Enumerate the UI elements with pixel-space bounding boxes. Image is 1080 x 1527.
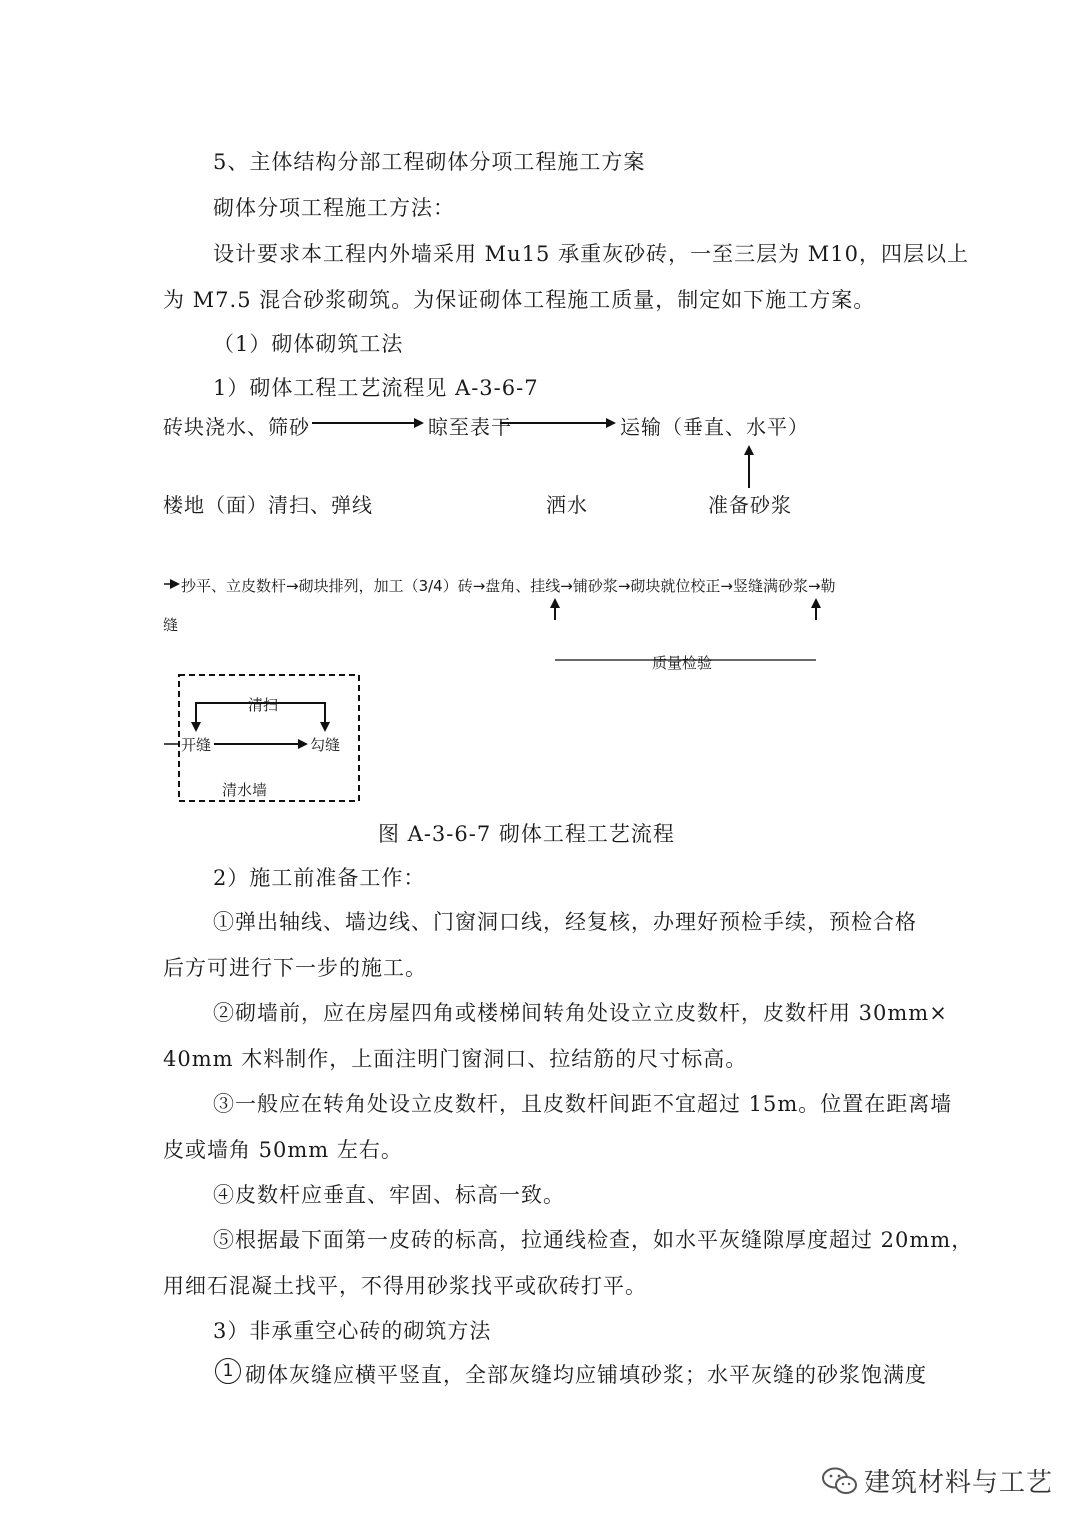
fair-faced-wall-box: [179, 675, 359, 801]
box-sweep-label: 清扫: [248, 696, 279, 714]
box-point-joint: 勾缝: [310, 736, 341, 754]
flow-row-3-cont: 缝: [163, 616, 179, 634]
sweep-loop: [196, 703, 325, 722]
subheading: 砌体分项工程施工方法：: [213, 196, 455, 220]
flow-step-dry: 晾至表干: [428, 415, 512, 439]
prep-1-line-2: 后方可进行下一步的施工。: [163, 956, 427, 980]
flow-step-water-sieve: 砖块浇水、筛砂: [163, 415, 310, 439]
prep-3-line-2: 皮或墙角 50mm 左右。: [163, 1138, 403, 1162]
prep-3-line-1: ③一般应在转角处设立皮数杆，且皮数杆间距不宜超过 15m。位置在距离墙: [213, 1092, 953, 1116]
prep-4: ④皮数杆应垂直、牢固、标高一致。: [213, 1183, 565, 1207]
flow-step-transport: 运输（垂直、水平）: [620, 415, 809, 439]
prep-1-line-1: ①弹出轴线、墙边线、门窗洞口线，经复核，办理好预检手续，预检合格: [213, 910, 917, 934]
prep-2-line-1: ②砌墙前，应在房屋四角或楼梯间转角处设立立皮数杆，皮数杆用 30mm×: [213, 1001, 948, 1025]
box-fair-faced-wall: 清水墙: [222, 781, 268, 799]
flow-step-clean-line: 楼地（面）清扫、弹线: [163, 493, 373, 517]
intro-line-1: 设计要求本工程内外墙采用 Mu15 承重灰砂砖，一至三层为 M10，四层以上: [213, 242, 969, 266]
quality-check-label: 质量检验: [652, 654, 713, 672]
box-open-joint: 开缝: [181, 736, 212, 754]
watermark-text: 建筑材料与工艺: [864, 1468, 1054, 1498]
prep-5-line-1: ⑤根据最下面第一皮砖的标高，拉通线检查，如水平灰缝隙厚度超过 20mm，: [213, 1228, 974, 1252]
prep-5-line-2: 用细石混凝土找平，不得用砂浆找平或砍砖打平。: [163, 1274, 647, 1298]
item-3-title: 3）非承重空心砖的砌筑方法: [213, 1319, 492, 1343]
flow-step-mortar: 准备砂浆: [708, 493, 792, 517]
intro-line-2: 为 M7.5 混合砂浆砌筑。为保证砌体工程施工质量，制定如下施工方案。: [163, 288, 876, 312]
hollow-1-line-1: 砌体灰缝应横平竖直，全部灰缝均应铺填砂浆；水平灰缝的砂浆饱满度: [245, 1363, 927, 1387]
prep-2-line-2: 40mm 木料制作，上面注明门窗洞口、拉结筋的尺寸标高。: [163, 1047, 748, 1071]
wechat-icon: [820, 1466, 860, 1496]
flow-row-3: 抄平、立皮数杆→砌块排列，加工（3/4）砖→盘角、挂线→铺砂浆→砌块就位校正→竖缝满砂浆→勒: [181, 577, 836, 595]
section-1-title: （1）砌体砌筑工法: [213, 332, 404, 356]
section-heading: 5、主体结构分部工程砌体分项工程施工方案: [213, 150, 646, 174]
figure-caption: 图 A-3-6-7 砌体工程工艺流程: [378, 822, 675, 846]
circled-number-1: 1: [215, 1358, 241, 1384]
item-2-title: 2）施工前准备工作：: [213, 866, 426, 890]
flow-step-sprinkle: 洒水: [546, 493, 588, 517]
item-1-title: 1）砌体工程工艺流程见 A-3-6-7: [213, 376, 539, 400]
